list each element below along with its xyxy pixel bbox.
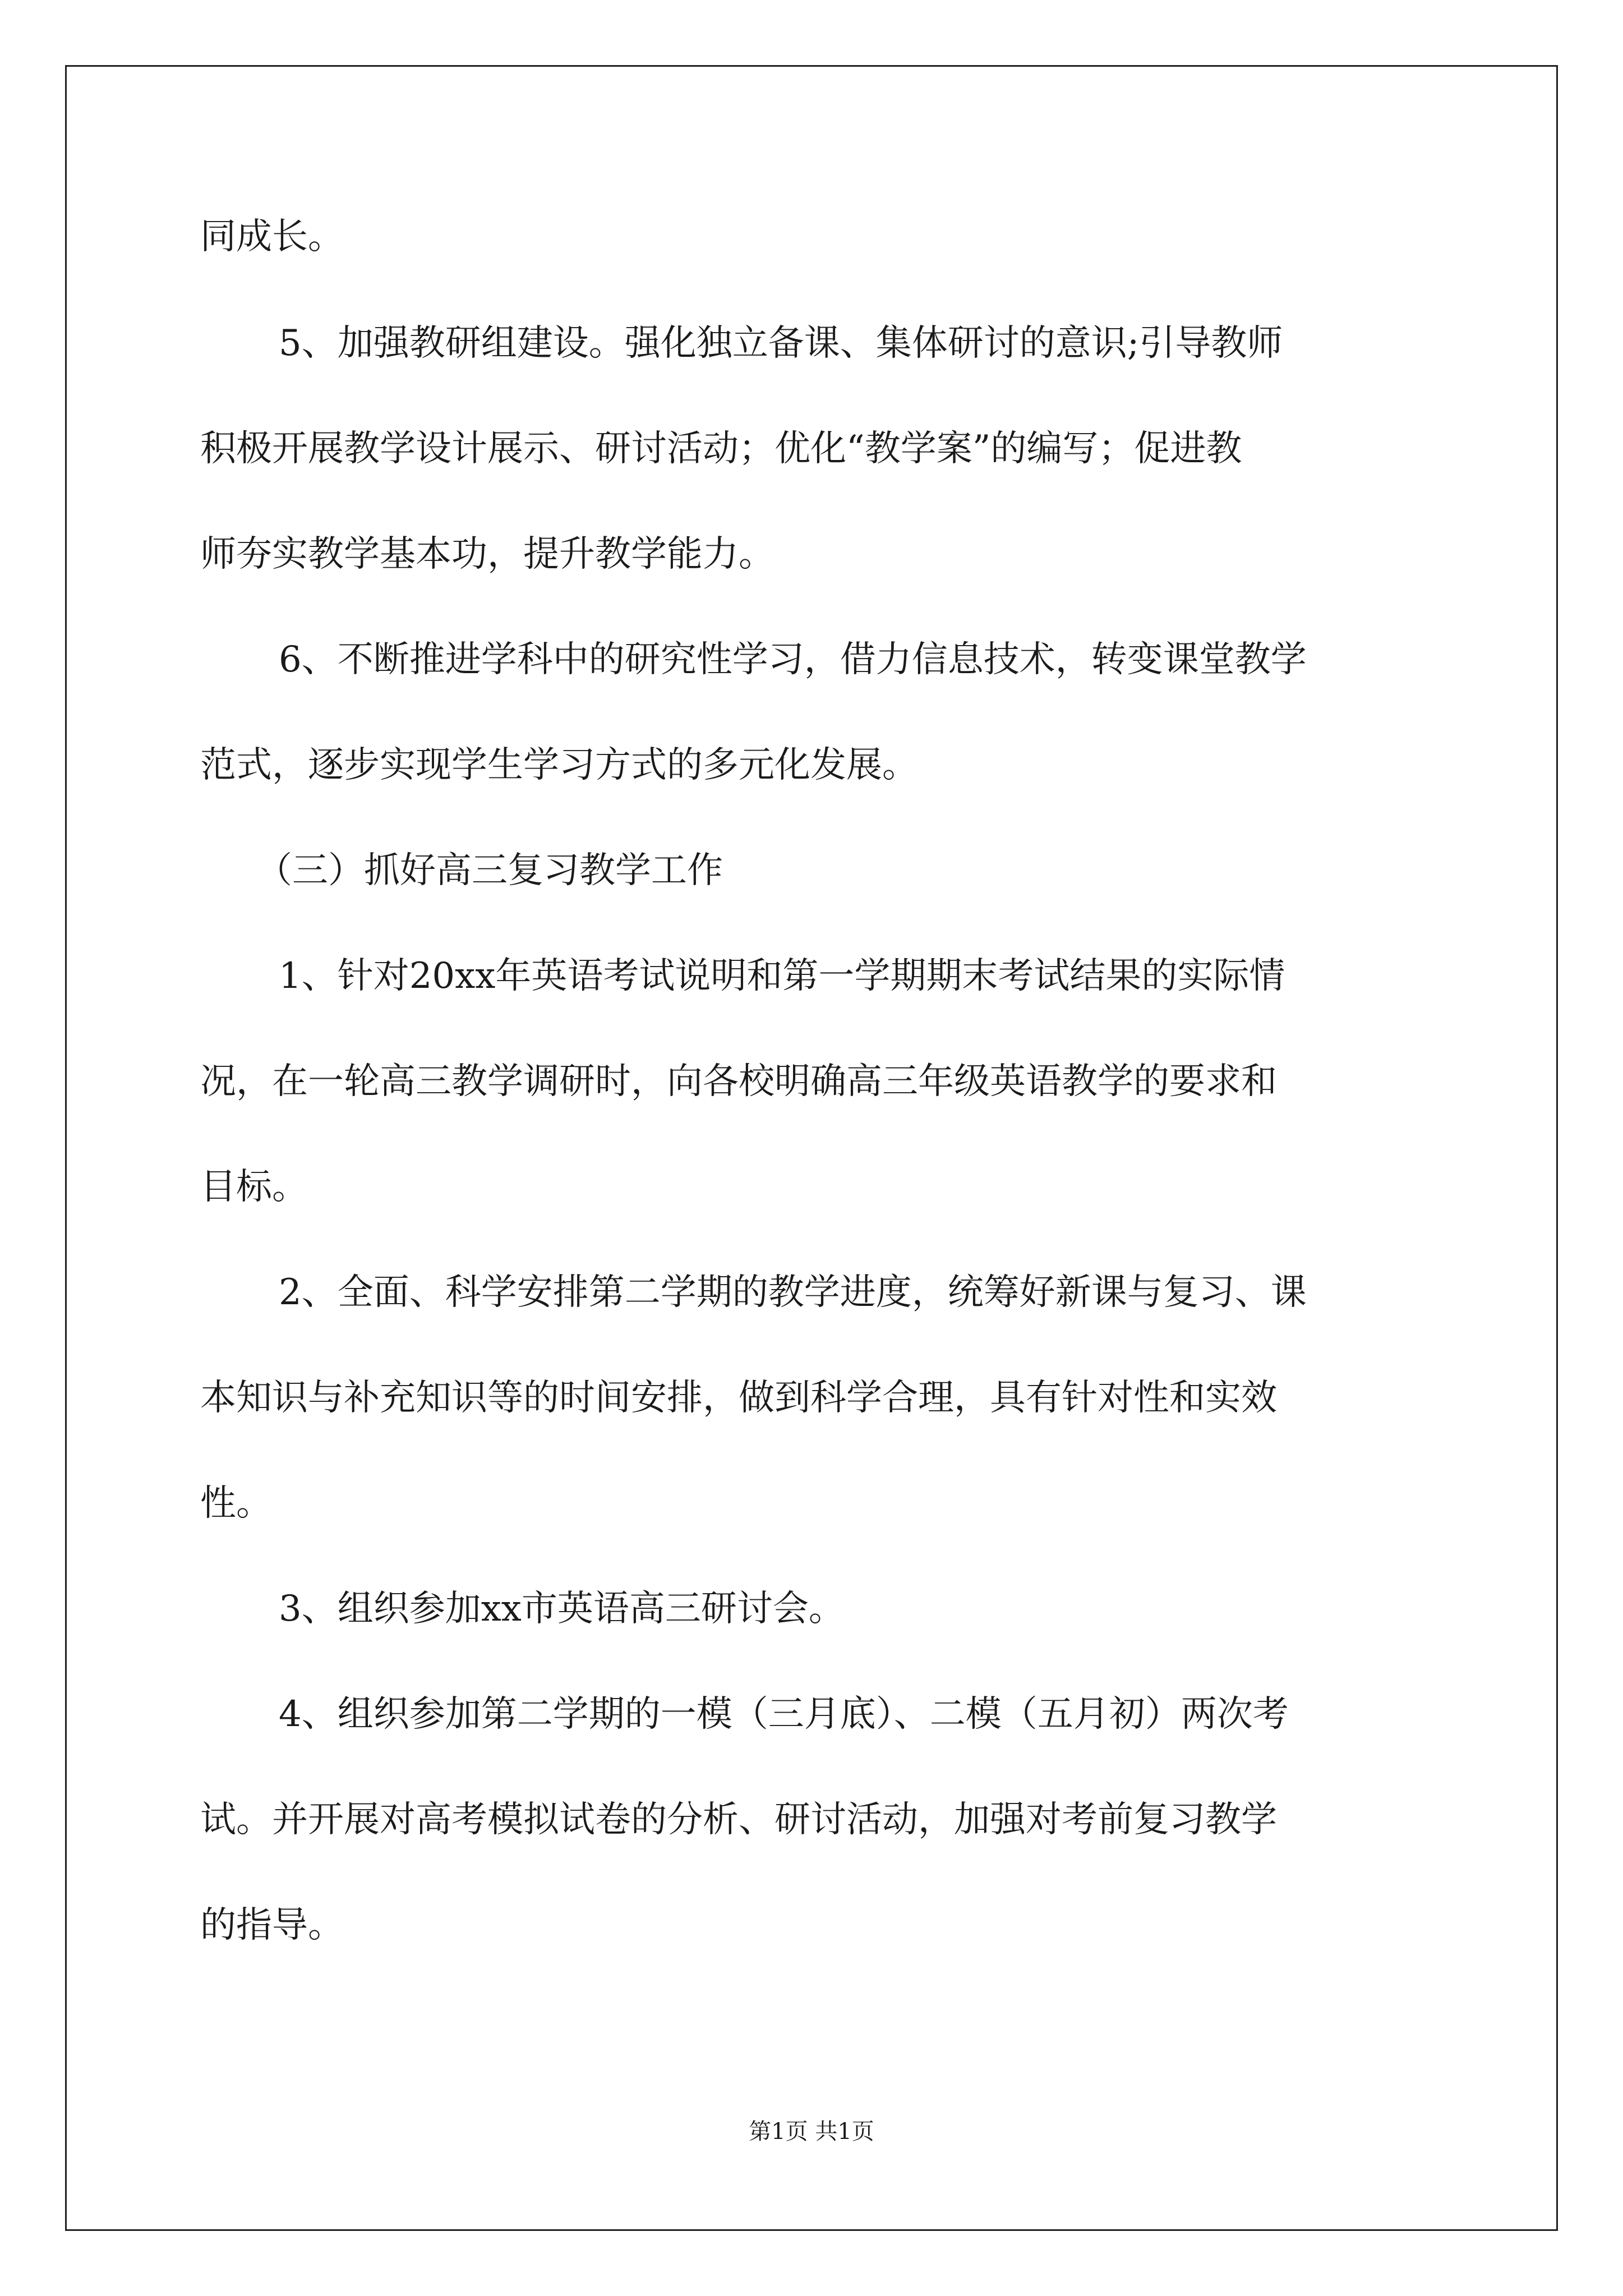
text-line: 范式，逐步实现学生学习方式的多元化发展。 — [200, 744, 918, 786]
text-line: 同成长。 — [200, 216, 344, 257]
text-line: 况，在一轮高三教学调研时，向各校明确高三年级英语教学的要求和 — [200, 1061, 1277, 1102]
section-heading: （三）抓好高三复习教学工作 — [256, 850, 723, 891]
text-line: 的指导。 — [200, 1904, 344, 1946]
text-line: 试。并开展对高考模拟试卷的分析、研讨活动，加强对考前复习教学 — [200, 1799, 1277, 1841]
text-line: 2、全面、科学安排第二学期的教学进度，统筹好新课与复习、课 — [279, 1272, 1307, 1313]
text-line: 5、加强教研组建设。强化独立备课、集体研讨的意识;引导教师 — [279, 323, 1283, 364]
text-line: 积极开展教学设计展示、研讨活动；优化“教学案”的编写；促进教 — [200, 428, 1242, 470]
page-number-footer: 第1页 共1页 — [749, 2119, 874, 2145]
text-line: 4、组织参加第二学期的一模（三月底）、二模（五月初）两次考 — [279, 1694, 1289, 1735]
text-line: 6、不断推进学科中的研究性学习，借力信息技术，转变课堂教学 — [279, 639, 1307, 680]
text-line: 师夯实教学基本功，提升教学能力。 — [200, 533, 774, 575]
text-line: 1、针对20xx年英语考试说明和第一学期期末考试结果的实际情 — [279, 955, 1285, 997]
text-line: 性。 — [200, 1483, 272, 1524]
text-line: 3、组织参加xx市英语高三研讨会。 — [279, 1588, 845, 1630]
text-line: 目标。 — [200, 1166, 308, 1208]
text-line: 本知识与补充知识等的时间安排，做到科学合理，具有针对性和实效 — [200, 1377, 1277, 1419]
